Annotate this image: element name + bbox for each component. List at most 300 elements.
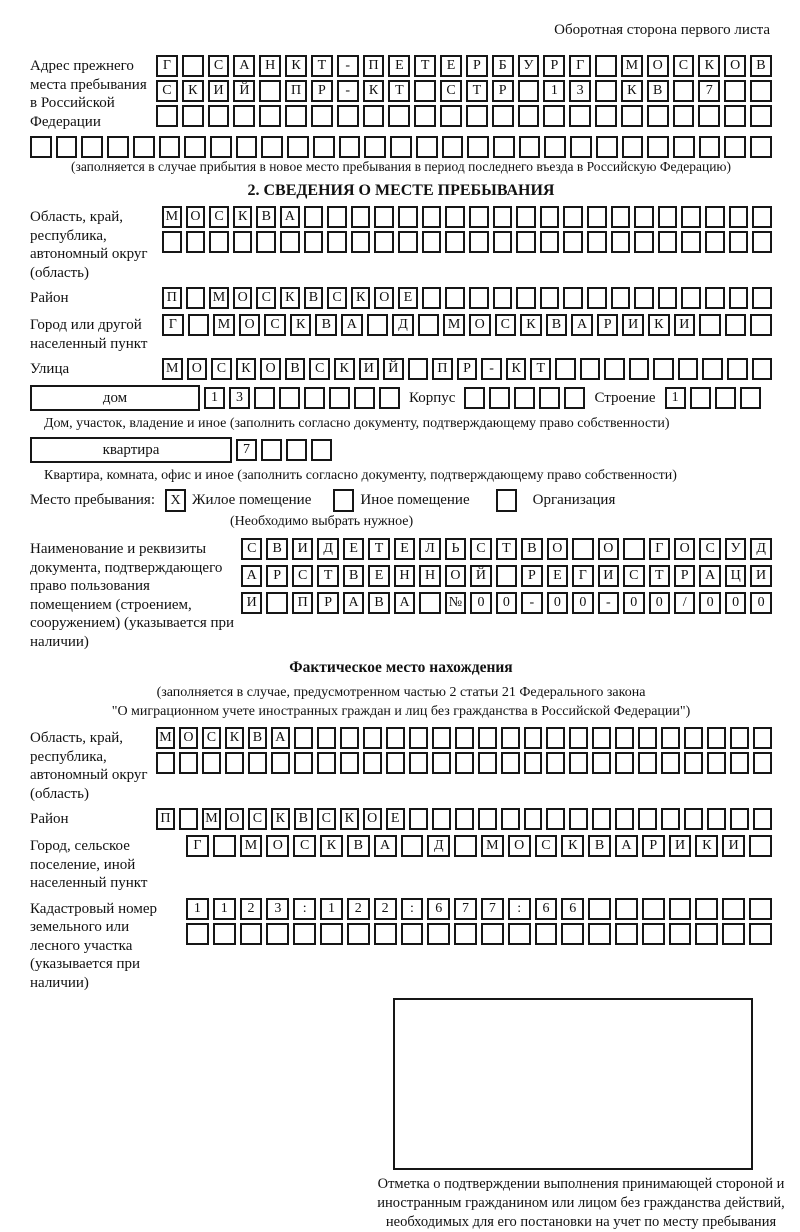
char-cell[interactable]: 7: [236, 439, 257, 461]
char-cell[interactable]: [254, 387, 275, 409]
char-cell[interactable]: В: [588, 835, 611, 857]
char-cell[interactable]: К: [271, 808, 290, 830]
char-cell[interactable]: [213, 835, 236, 857]
char-cell[interactable]: Г: [649, 538, 670, 560]
char-cell[interactable]: К: [363, 80, 385, 102]
char-cell[interactable]: [496, 565, 517, 587]
char-cell[interactable]: [753, 808, 772, 830]
char-cell[interactable]: [351, 231, 371, 253]
char-cell[interactable]: [445, 231, 465, 253]
char-cell[interactable]: [730, 808, 749, 830]
char-cell[interactable]: [707, 752, 726, 774]
char-cell[interactable]: А: [241, 565, 262, 587]
char-cell[interactable]: К: [280, 287, 300, 309]
char-cell[interactable]: В: [266, 538, 287, 560]
char-cell[interactable]: [752, 358, 773, 380]
char-cell[interactable]: Р: [521, 565, 542, 587]
char-cell[interactable]: Р: [543, 55, 565, 77]
char-cell[interactable]: К: [698, 55, 720, 77]
char-cell[interactable]: [320, 923, 343, 945]
char-cell[interactable]: [647, 105, 669, 127]
char-cell[interactable]: [592, 727, 611, 749]
char-cell[interactable]: [724, 105, 746, 127]
char-cell[interactable]: [673, 136, 695, 158]
char-cell[interactable]: [401, 923, 424, 945]
char-cell[interactable]: [107, 136, 129, 158]
char-cell[interactable]: [752, 206, 772, 228]
char-cell[interactable]: [595, 55, 617, 77]
char-cell[interactable]: Е: [368, 565, 389, 587]
char-cell[interactable]: [681, 287, 701, 309]
char-cell[interactable]: [409, 808, 428, 830]
char-cell[interactable]: :: [508, 898, 531, 920]
char-cell[interactable]: [340, 752, 359, 774]
char-cell[interactable]: [179, 752, 198, 774]
char-cell[interactable]: С: [535, 835, 558, 857]
char-cell[interactable]: [398, 206, 418, 228]
char-cell[interactable]: [647, 136, 669, 158]
char-cell[interactable]: [519, 136, 541, 158]
char-cell[interactable]: 0: [547, 592, 568, 614]
char-cell[interactable]: [698, 105, 720, 127]
char-cell[interactable]: [225, 752, 244, 774]
char-cell[interactable]: С: [209, 206, 229, 228]
char-cell[interactable]: [188, 314, 210, 336]
char-cell[interactable]: М: [481, 835, 504, 857]
char-cell[interactable]: [419, 592, 440, 614]
char-cell[interactable]: С: [317, 808, 336, 830]
char-cell[interactable]: 6: [535, 898, 558, 920]
char-cell[interactable]: [478, 727, 497, 749]
char-cell[interactable]: [469, 287, 489, 309]
char-cell[interactable]: [596, 136, 618, 158]
char-cell[interactable]: [540, 206, 560, 228]
char-cell[interactable]: П: [292, 592, 313, 614]
char-cell[interactable]: О: [374, 287, 394, 309]
char-cell[interactable]: [750, 80, 772, 102]
char-cell[interactable]: Т: [649, 565, 670, 587]
char-cell[interactable]: 6: [561, 898, 584, 920]
char-cell[interactable]: Ь: [445, 538, 466, 560]
char-cell[interactable]: С: [208, 55, 230, 77]
char-cell[interactable]: В: [347, 835, 370, 857]
char-cell[interactable]: [725, 314, 747, 336]
char-cell[interactable]: С: [470, 538, 491, 560]
char-cell[interactable]: [427, 923, 450, 945]
char-cell[interactable]: [266, 923, 289, 945]
char-cell[interactable]: [469, 231, 489, 253]
char-cell[interactable]: [658, 231, 678, 253]
char-cell[interactable]: [634, 231, 654, 253]
char-cell[interactable]: [514, 387, 535, 409]
char-cell[interactable]: К: [320, 835, 343, 857]
char-cell[interactable]: И: [669, 835, 692, 857]
char-cell[interactable]: [592, 752, 611, 774]
char-cell[interactable]: [179, 808, 198, 830]
char-cell[interactable]: [294, 752, 313, 774]
char-cell[interactable]: Р: [492, 80, 514, 102]
char-cell[interactable]: [313, 136, 335, 158]
char-cell[interactable]: [481, 923, 504, 945]
char-cell[interactable]: О: [179, 727, 198, 749]
char-cell[interactable]: [561, 923, 584, 945]
char-cell[interactable]: [749, 835, 772, 857]
char-cell[interactable]: Р: [266, 565, 287, 587]
char-cell[interactable]: С: [309, 358, 330, 380]
char-cell[interactable]: [673, 80, 695, 102]
char-cell[interactable]: 3: [229, 387, 250, 409]
char-cell[interactable]: [401, 835, 424, 857]
char-cell[interactable]: К: [225, 727, 244, 749]
char-cell[interactable]: [752, 287, 772, 309]
char-cell[interactable]: [707, 727, 726, 749]
char-cell[interactable]: [563, 231, 583, 253]
char-cell[interactable]: 0: [572, 592, 593, 614]
char-cell[interactable]: [669, 898, 692, 920]
char-cell[interactable]: Б: [492, 55, 514, 77]
char-cell[interactable]: [286, 439, 307, 461]
char-cell[interactable]: Г: [569, 55, 591, 77]
char-cell[interactable]: С: [264, 314, 286, 336]
char-cell[interactable]: [695, 898, 718, 920]
char-cell[interactable]: Е: [388, 55, 410, 77]
char-cell[interactable]: А: [699, 565, 720, 587]
char-cell[interactable]: [455, 727, 474, 749]
char-cell[interactable]: С: [241, 538, 262, 560]
char-cell[interactable]: 0: [699, 592, 720, 614]
char-cell[interactable]: [681, 206, 701, 228]
char-cell[interactable]: [752, 231, 772, 253]
char-cell[interactable]: [182, 105, 204, 127]
char-cell[interactable]: [354, 387, 375, 409]
char-cell[interactable]: [722, 923, 745, 945]
char-cell[interactable]: В: [750, 55, 772, 77]
char-cell[interactable]: С: [699, 538, 720, 560]
char-cell[interactable]: У: [518, 55, 540, 77]
char-cell[interactable]: К: [334, 358, 355, 380]
char-cell[interactable]: [518, 105, 540, 127]
char-cell[interactable]: А: [615, 835, 638, 857]
char-cell[interactable]: [186, 231, 206, 253]
char-cell[interactable]: [684, 752, 703, 774]
char-cell[interactable]: [236, 136, 258, 158]
char-cell[interactable]: [233, 105, 255, 127]
char-cell[interactable]: О: [469, 314, 491, 336]
char-cell[interactable]: [501, 808, 520, 830]
char-cell[interactable]: [374, 923, 397, 945]
char-cell[interactable]: [56, 136, 78, 158]
char-cell[interactable]: [409, 727, 428, 749]
char-cell[interactable]: 0: [623, 592, 644, 614]
char-cell[interactable]: [524, 808, 543, 830]
char-cell[interactable]: К: [285, 55, 307, 77]
char-cell[interactable]: В: [304, 287, 324, 309]
char-cell[interactable]: К: [236, 358, 257, 380]
char-cell[interactable]: Л: [419, 538, 440, 560]
char-cell[interactable]: 2: [240, 898, 263, 920]
char-cell[interactable]: [669, 923, 692, 945]
char-cell[interactable]: И: [359, 358, 380, 380]
char-cell[interactable]: 0: [750, 592, 771, 614]
char-cell[interactable]: Е: [343, 538, 364, 560]
char-cell[interactable]: В: [248, 727, 267, 749]
char-cell[interactable]: [367, 314, 389, 336]
char-cell[interactable]: [285, 105, 307, 127]
char-cell[interactable]: [422, 231, 442, 253]
char-cell[interactable]: О: [225, 808, 244, 830]
char-cell[interactable]: О: [239, 314, 261, 336]
char-cell[interactable]: Г: [186, 835, 209, 857]
other-premises-checkbox[interactable]: [333, 489, 354, 512]
char-cell[interactable]: [327, 206, 347, 228]
char-cell[interactable]: Т: [317, 565, 338, 587]
char-cell[interactable]: [615, 898, 638, 920]
char-cell[interactable]: [570, 136, 592, 158]
char-cell[interactable]: А: [341, 314, 363, 336]
char-cell[interactable]: [518, 80, 540, 102]
char-cell[interactable]: [729, 206, 749, 228]
char-cell[interactable]: 0: [725, 592, 746, 614]
char-cell[interactable]: [256, 231, 276, 253]
char-cell[interactable]: К: [290, 314, 312, 336]
char-cell[interactable]: [478, 752, 497, 774]
char-cell[interactable]: Е: [386, 808, 405, 830]
char-cell[interactable]: [454, 923, 477, 945]
char-cell[interactable]: [658, 206, 678, 228]
char-cell[interactable]: Т: [368, 538, 389, 560]
char-cell[interactable]: [386, 727, 405, 749]
char-cell[interactable]: И: [722, 835, 745, 857]
char-cell[interactable]: Й: [383, 358, 404, 380]
char-cell[interactable]: [327, 231, 347, 253]
char-cell[interactable]: О: [508, 835, 531, 857]
char-cell[interactable]: К: [351, 287, 371, 309]
char-cell[interactable]: [544, 136, 566, 158]
char-cell[interactable]: [699, 314, 721, 336]
char-cell[interactable]: [287, 136, 309, 158]
char-cell[interactable]: К: [621, 80, 643, 102]
char-cell[interactable]: [266, 592, 287, 614]
char-cell[interactable]: [750, 136, 772, 158]
char-cell[interactable]: [440, 105, 462, 127]
char-cell[interactable]: И: [292, 538, 313, 560]
char-cell[interactable]: Т: [414, 55, 436, 77]
char-cell[interactable]: 7: [454, 898, 477, 920]
char-cell[interactable]: 1: [186, 898, 209, 920]
char-cell[interactable]: С: [623, 565, 644, 587]
char-cell[interactable]: [572, 538, 593, 560]
char-cell[interactable]: [638, 752, 657, 774]
char-cell[interactable]: [615, 752, 634, 774]
char-cell[interactable]: [707, 808, 726, 830]
char-cell[interactable]: К: [182, 80, 204, 102]
char-cell[interactable]: С: [495, 314, 517, 336]
char-cell[interactable]: [311, 105, 333, 127]
char-cell[interactable]: [182, 55, 204, 77]
char-cell[interactable]: [422, 287, 442, 309]
char-cell[interactable]: М: [162, 358, 183, 380]
char-cell[interactable]: [569, 727, 588, 749]
char-cell[interactable]: М: [621, 55, 643, 77]
char-cell[interactable]: [445, 206, 465, 228]
char-cell[interactable]: И: [674, 314, 696, 336]
char-cell[interactable]: [539, 387, 560, 409]
char-cell[interactable]: [233, 231, 253, 253]
char-cell[interactable]: [156, 752, 175, 774]
char-cell[interactable]: [588, 898, 611, 920]
char-cell[interactable]: [432, 808, 451, 830]
char-cell[interactable]: 7: [698, 80, 720, 102]
char-cell[interactable]: [580, 358, 601, 380]
char-cell[interactable]: [455, 752, 474, 774]
char-cell[interactable]: [363, 752, 382, 774]
char-cell[interactable]: [722, 898, 745, 920]
char-cell[interactable]: Н: [259, 55, 281, 77]
char-cell[interactable]: [611, 231, 631, 253]
char-cell[interactable]: [489, 387, 510, 409]
char-cell[interactable]: [524, 727, 543, 749]
char-cell[interactable]: П: [156, 808, 175, 830]
char-cell[interactable]: [681, 231, 701, 253]
char-cell[interactable]: [466, 105, 488, 127]
char-cell[interactable]: [210, 136, 232, 158]
char-cell[interactable]: М: [213, 314, 235, 336]
char-cell[interactable]: [615, 727, 634, 749]
char-cell[interactable]: [418, 314, 440, 336]
char-cell[interactable]: [749, 923, 772, 945]
char-cell[interactable]: С: [292, 565, 313, 587]
char-cell[interactable]: Е: [547, 565, 568, 587]
char-cell[interactable]: [493, 231, 513, 253]
char-cell[interactable]: А: [233, 55, 255, 77]
char-cell[interactable]: К: [506, 358, 527, 380]
char-cell[interactable]: В: [294, 808, 313, 830]
char-cell[interactable]: П: [363, 55, 385, 77]
char-cell[interactable]: [208, 105, 230, 127]
char-cell[interactable]: С: [202, 727, 221, 749]
char-cell[interactable]: [642, 923, 665, 945]
char-cell[interactable]: [340, 727, 359, 749]
char-cell[interactable]: [279, 387, 300, 409]
char-cell[interactable]: О: [186, 206, 206, 228]
char-cell[interactable]: [317, 727, 336, 749]
char-cell[interactable]: [337, 105, 359, 127]
char-cell[interactable]: [363, 727, 382, 749]
char-cell[interactable]: [611, 287, 631, 309]
char-cell[interactable]: Д: [317, 538, 338, 560]
char-cell[interactable]: [259, 80, 281, 102]
char-cell[interactable]: Р: [457, 358, 478, 380]
char-cell[interactable]: [259, 105, 281, 127]
char-cell[interactable]: [750, 314, 772, 336]
char-cell[interactable]: [595, 80, 617, 102]
char-cell[interactable]: -: [521, 592, 542, 614]
char-cell[interactable]: [563, 206, 583, 228]
char-cell[interactable]: В: [256, 206, 276, 228]
char-cell[interactable]: [311, 439, 332, 461]
char-cell[interactable]: 6: [427, 898, 450, 920]
char-cell[interactable]: [364, 136, 386, 158]
char-cell[interactable]: Р: [317, 592, 338, 614]
char-cell[interactable]: -: [481, 358, 502, 380]
char-cell[interactable]: С: [248, 808, 267, 830]
char-cell[interactable]: Е: [398, 287, 418, 309]
char-cell[interactable]: [351, 206, 371, 228]
char-cell[interactable]: [690, 387, 711, 409]
char-cell[interactable]: О: [266, 835, 289, 857]
char-cell[interactable]: [271, 752, 290, 774]
char-cell[interactable]: С: [440, 80, 462, 102]
char-cell[interactable]: [304, 387, 325, 409]
char-cell[interactable]: [398, 231, 418, 253]
char-cell[interactable]: С: [327, 287, 347, 309]
char-cell[interactable]: П: [432, 358, 453, 380]
char-cell[interactable]: [740, 387, 761, 409]
char-cell[interactable]: [750, 105, 772, 127]
char-cell[interactable]: 1: [213, 898, 236, 920]
char-cell[interactable]: [304, 231, 324, 253]
char-cell[interactable]: [555, 358, 576, 380]
char-cell[interactable]: [516, 206, 536, 228]
char-cell[interactable]: [727, 358, 748, 380]
char-cell[interactable]: [516, 231, 536, 253]
char-cell[interactable]: [615, 923, 638, 945]
char-cell[interactable]: Д: [392, 314, 414, 336]
char-cell[interactable]: [280, 231, 300, 253]
char-cell[interactable]: [729, 287, 749, 309]
char-cell[interactable]: [540, 287, 560, 309]
char-cell[interactable]: [569, 105, 591, 127]
char-cell[interactable]: О: [233, 287, 253, 309]
char-cell[interactable]: [386, 752, 405, 774]
char-cell[interactable]: [587, 231, 607, 253]
char-cell[interactable]: М: [209, 287, 229, 309]
char-cell[interactable]: [414, 105, 436, 127]
char-cell[interactable]: [432, 752, 451, 774]
char-cell[interactable]: [705, 231, 725, 253]
char-cell[interactable]: О: [674, 538, 695, 560]
char-cell[interactable]: [422, 206, 442, 228]
char-cell[interactable]: О: [547, 538, 568, 560]
char-cell[interactable]: [416, 136, 438, 158]
char-cell[interactable]: [569, 808, 588, 830]
char-cell[interactable]: [535, 923, 558, 945]
char-cell[interactable]: [493, 136, 515, 158]
char-cell[interactable]: И: [598, 565, 619, 587]
char-cell[interactable]: А: [343, 592, 364, 614]
char-cell[interactable]: 1: [665, 387, 686, 409]
char-cell[interactable]: В: [521, 538, 542, 560]
char-cell[interactable]: [390, 136, 412, 158]
char-cell[interactable]: О: [260, 358, 281, 380]
char-cell[interactable]: О: [445, 565, 466, 587]
char-cell[interactable]: [261, 136, 283, 158]
char-cell[interactable]: С: [673, 55, 695, 77]
char-cell[interactable]: И: [241, 592, 262, 614]
char-cell[interactable]: [339, 136, 361, 158]
char-cell[interactable]: [186, 923, 209, 945]
char-cell[interactable]: [730, 727, 749, 749]
char-cell[interactable]: [546, 808, 565, 830]
char-cell[interactable]: [317, 752, 336, 774]
char-cell[interactable]: [724, 80, 746, 102]
char-cell[interactable]: №: [445, 592, 466, 614]
char-cell[interactable]: К: [233, 206, 253, 228]
char-cell[interactable]: К: [695, 835, 718, 857]
char-cell[interactable]: М: [202, 808, 221, 830]
char-cell[interactable]: :: [293, 898, 316, 920]
char-cell[interactable]: [611, 206, 631, 228]
